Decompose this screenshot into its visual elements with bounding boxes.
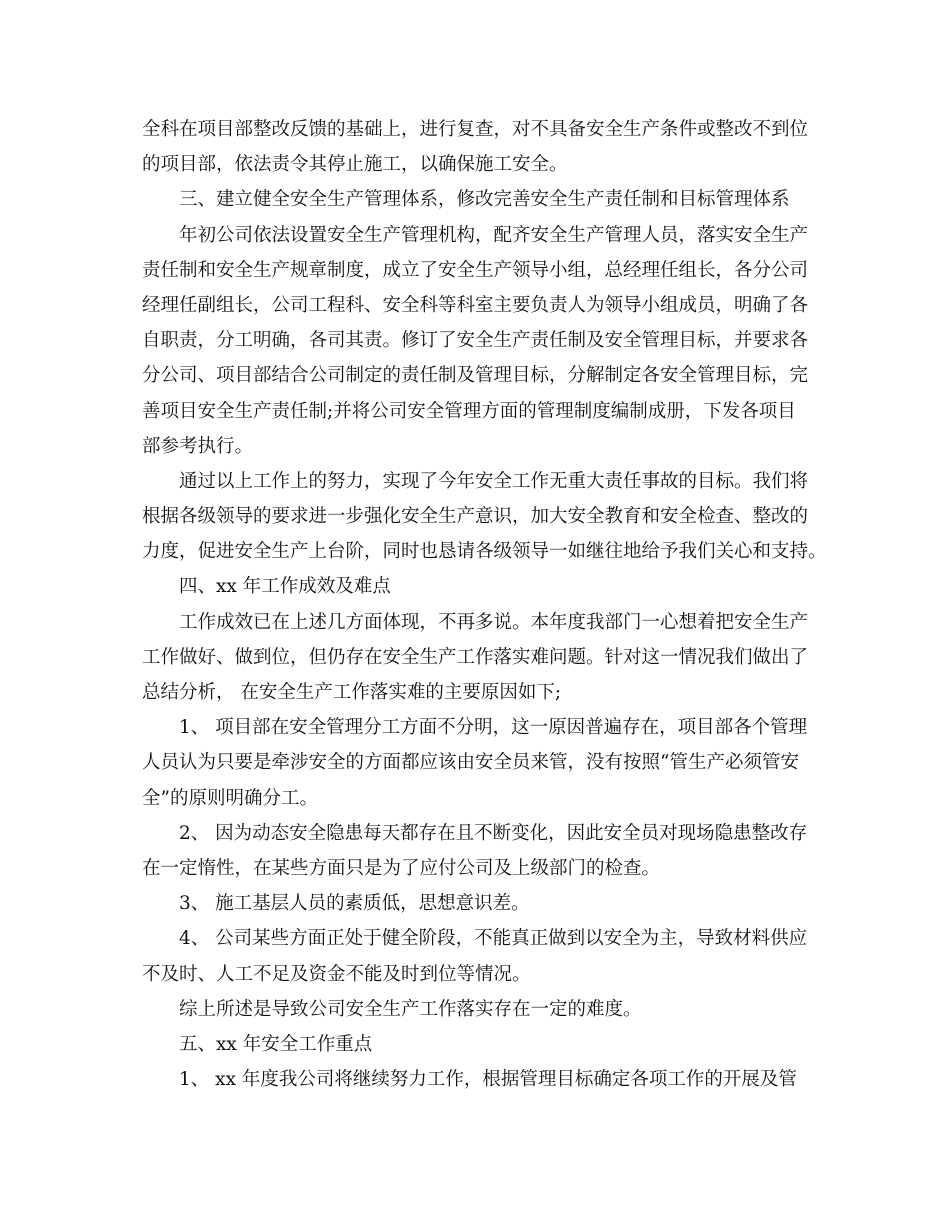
text-line: 的项目部，依法责令其停止施工，以确保施工安全。 (142, 154, 568, 176)
list-item: 2、 因为动态安全隐患每天都存在且不断变化，因此安全员对现场隐患整改存 (179, 822, 808, 844)
text-line: 通过以上工作上的努力，实现了今年安全工作无重大责任事故的目标。我们将 (179, 470, 809, 492)
list-item: 4、 公司某些方面正处于健全阶段，不能真正做到以安全为主，导致材料供应 (179, 928, 808, 950)
text-line: 工作做好、做到位，但仍存在安全生产工作落实难问题。针对这一情况我们做出了 (142, 646, 809, 668)
text-line: 力度，促进安全生产上台阶，同时也恳请各级领导一如继往地给予我们关心和支持。 (142, 541, 827, 563)
text-line: 不及时、人工不足及资金不能及时到位等情况。 (142, 963, 531, 985)
text-line: 人员认为只要是牵涉安全的方面都应该由安全员来管，没有按照“管生产必须管安 (142, 752, 799, 774)
text-line: 责任制和安全生产规章制度，成立了安全生产领导小组，总经理任组长，各分公司 (142, 259, 809, 281)
text-line: 分公司、项目部结合公司制定的责任制及管理目标，分解制定各安全管理目标，完 (142, 365, 809, 387)
text-line: 在一定惰性，在某些方面只是为了应付公司及上级部门的检查。 (142, 857, 661, 879)
text-line: 工作成效已在上述几方面体现，不再多说。本年度我部门一心想着把安全生产 (179, 611, 809, 633)
text-line: 根据各级领导的要求进一步强化安全生产意识，加大安全教育和安全检查、整改的 (142, 506, 809, 528)
document-body (142, 112, 827, 1097)
text-line: 善项目安全生产责任制;并将公司安全管理方面的管理制度编制成册，下发各项目 (142, 400, 796, 422)
section-heading: 四、xx 年工作成效及难点 (179, 576, 391, 598)
text-line: 经理任副组长，公司工程科、安全科等科室主要负责人为领导小组成员，明确了各 (142, 294, 809, 316)
text-line: 自职责，分工明确，各司其责。修订了安全生产责任制及安全管理目标，并要求各 (142, 330, 809, 352)
text-line: 全”的原则明确分工。 (142, 787, 318, 809)
text-line: 全科在项目部整改反馈的基础上，进行复查，对不具备安全生产条件或整改不到位 (142, 119, 809, 140)
list-item: 3、 施工基层人员的素质低，思想意识差。 (179, 893, 530, 915)
text-line: 综上所述是导致公司安全生产工作落实存在一定的难度。 (179, 998, 642, 1020)
list-item: 1、 项目部在安全管理分工方面不分明，这一原因普遍存在，项目部各个管理 (179, 717, 808, 739)
section-heading: 五、xx 年安全工作重点 (179, 1033, 373, 1055)
list-item: 1、 xx 年度我公司将继续努力工作，根据管理目标确定各项工作的开展及管 (179, 1069, 797, 1091)
section-heading: 三、建立健全安全生产管理体系，修改完善安全生产责任制和目标管理体系 (179, 189, 790, 211)
text-line: 年初公司依法设置安全生产管理机构，配齐安全生产管理人员，落实安全生产 (179, 224, 809, 246)
text-line: 总结分析， 在安全生产工作落实难的主要原因如下; (142, 682, 562, 703)
text-line: 部参考执行。 (142, 435, 254, 457)
